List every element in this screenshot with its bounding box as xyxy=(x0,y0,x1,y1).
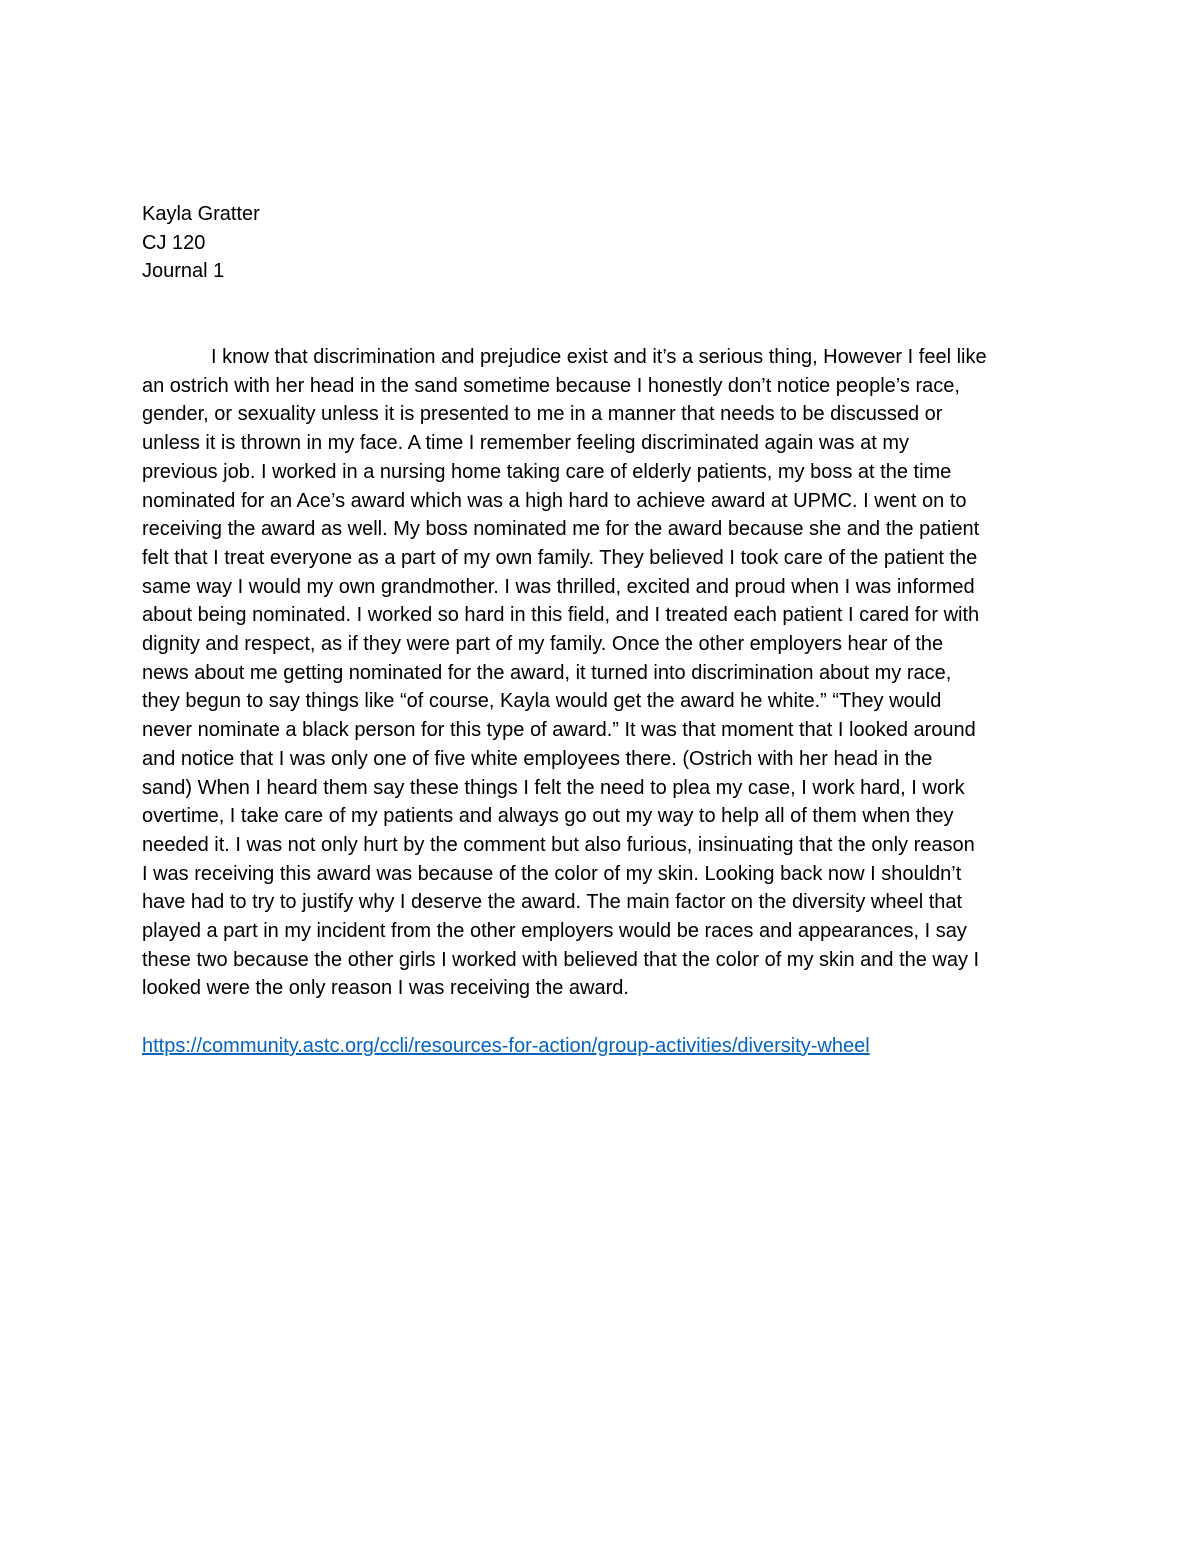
paragraph-line: have had to try to justify why I deserve the award. The main factor on the diversity wheel that xyxy=(142,891,963,914)
paragraph-line: they begun to say things like “of course, Kayla would get the award he white.” “They would xyxy=(142,690,942,713)
paragraph-line: an ostrich with her head in the sand sometime because I honestly don’t notice people’s race, xyxy=(142,374,960,397)
paragraph-line: sand) When I heard them say these things I felt the need to plea my case, I work hard, I work xyxy=(142,776,965,799)
paragraph-line: and notice that I was only one of five white employees there. (Ostrich with her head in the xyxy=(142,747,933,770)
paragraph-line: news about me getting nominated for the award, it turned into discrimination about my race, xyxy=(142,661,952,684)
paragraph-line: dignity and respect, as if they were part of my family. Once the other employers hear of the xyxy=(142,633,944,656)
paragraph-line: about being nominated. I worked so hard in this field, and I treated each patient I cared for with xyxy=(142,604,980,627)
paragraph-line: played a part in my incident from the other employers would be races and appearances, I say xyxy=(142,920,967,943)
course-code: CJ 120 xyxy=(142,231,206,254)
paragraph-line: never nominate a black person for this type of award.” It was that moment that I looked around xyxy=(142,719,976,742)
paragraph-line: I know that discrimination and prejudice exist and it’s a serious thing, However I feel like xyxy=(211,346,987,368)
paragraph-line: I was receiving this award was because of the color of my skin. Looking back now I shouldn’t xyxy=(142,862,962,885)
paragraph-line: previous job. I worked in a nursing home taking care of elderly patients, my boss at the time xyxy=(142,460,952,483)
paragraph-line: overtime, I take care of my patients and always go out my way to help all of them when they xyxy=(142,805,954,828)
paragraph-line: nominated for an Ace’s award which was a high hard to achieve award at UPMC. I went on to xyxy=(142,489,967,512)
assignment-title: Journal 1 xyxy=(142,260,225,283)
paragraph-line: unless it is thrown in my face. A time I remember feeling discriminated again was at my xyxy=(142,432,909,455)
paragraph-line: receiving the award as well. My boss nominated me for the award because she and the patient xyxy=(142,518,980,541)
journal-paragraph xyxy=(142,343,1062,1003)
reference-link[interactable]: https://community.astc.org/ccli/resources-for-action/group-activities/diversity-wheel xyxy=(142,1035,870,1057)
paragraph-line: these two because the other girls I worked with believed that the color of my skin and the way I xyxy=(142,948,980,971)
paragraph-line: gender, or sexuality unless it is presented to me in a manner that needs to be discussed or xyxy=(142,403,943,426)
paragraph-line: same way I would my own grandmother. I was thrilled, excited and proud when I was informed xyxy=(142,575,975,598)
paragraph-line: needed it. I was not only hurt by the comment but also furious, insinuating that the only reason xyxy=(142,833,975,856)
paragraph-line: looked were the only reason I was receiving the award. xyxy=(142,977,629,1000)
paragraph-line: felt that I treat everyone as a part of my own family. They believed I took care of the patient the xyxy=(142,546,978,569)
author-name: Kayla Gratter xyxy=(142,203,260,225)
document-header xyxy=(142,200,260,286)
